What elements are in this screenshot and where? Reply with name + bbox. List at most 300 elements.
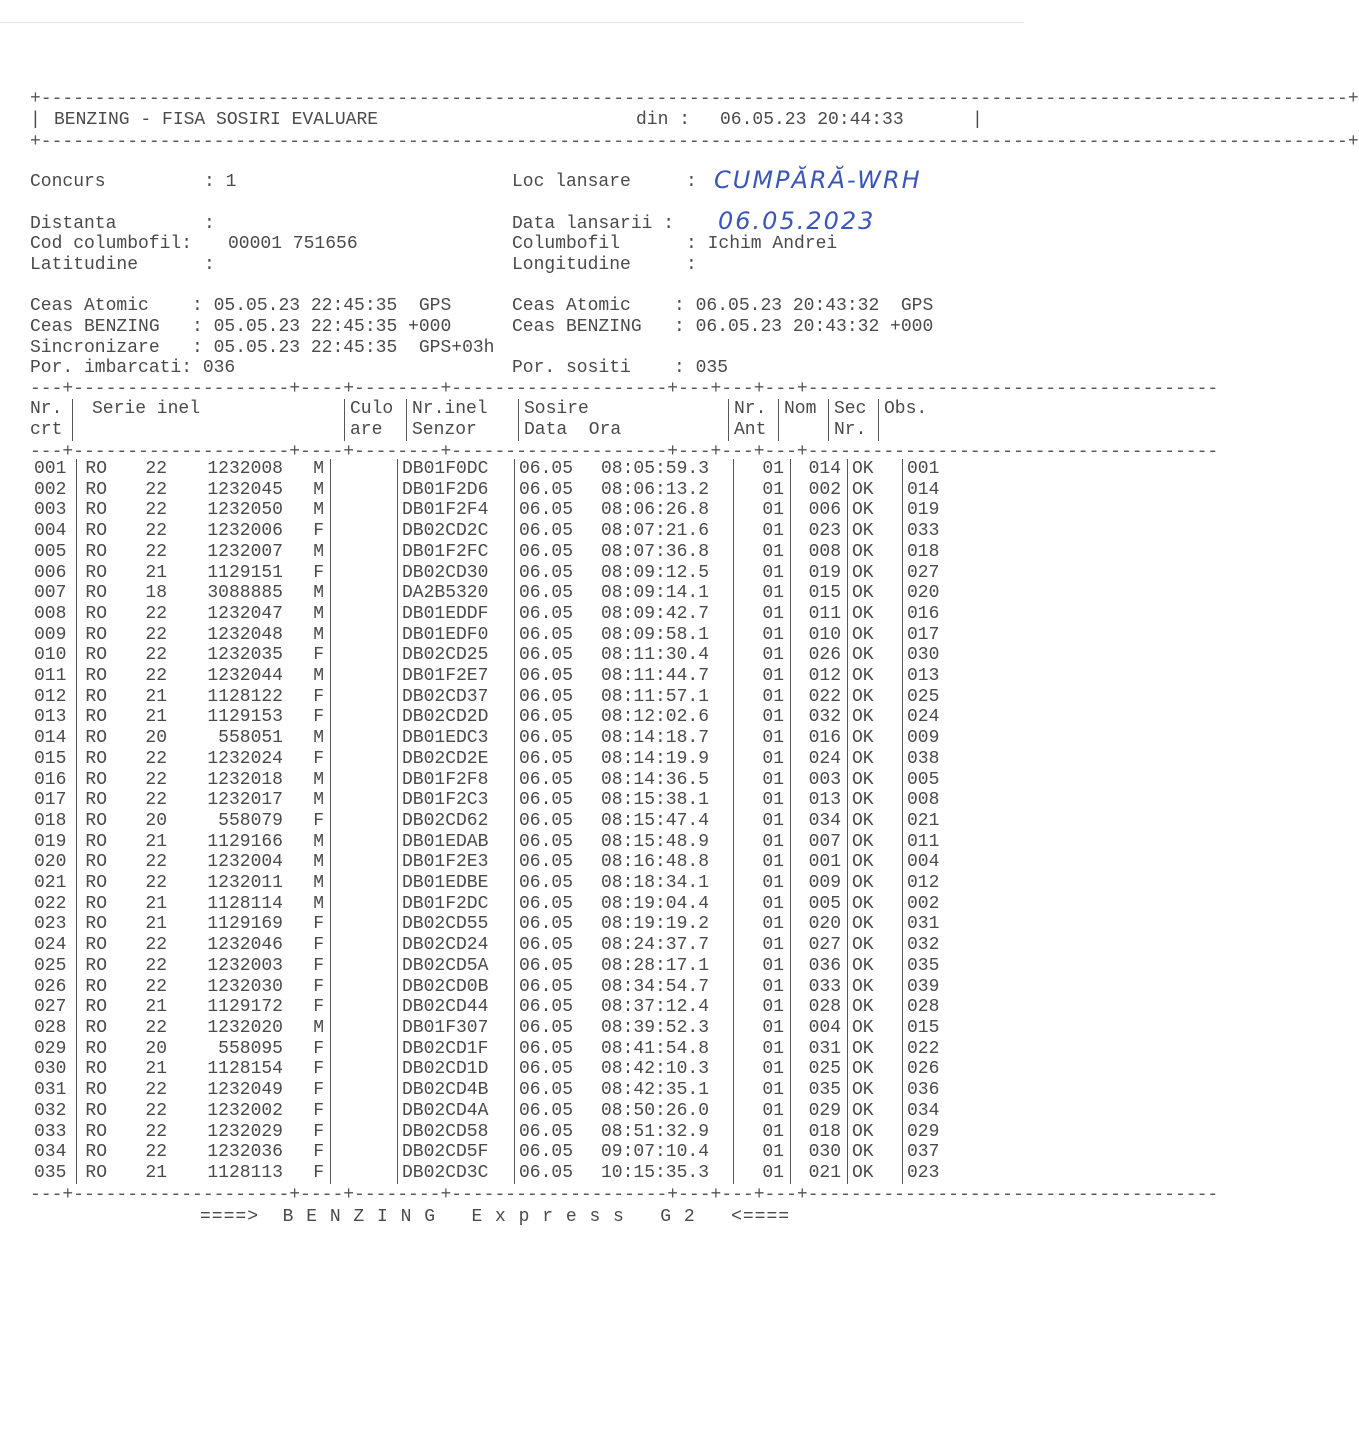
cell-nr-ant: 01 [734, 480, 791, 501]
cell-nr-ant: 01 [734, 1018, 791, 1039]
cell-sec-nr: OK [848, 977, 903, 998]
cell-obs: 017 [903, 625, 968, 646]
cell-sec-nr: OK [848, 1163, 903, 1184]
cell-obs: 008 [903, 790, 968, 811]
cell-ora: 08:11:44.7 [601, 666, 710, 687]
cell-obs: 027 [903, 563, 968, 584]
cell-country: RO [77, 521, 114, 542]
cell-nr-inel-senzor: DB02CD62 [398, 811, 515, 832]
cell-nr-crt: 029 [34, 1038, 67, 1059]
cell-nr-ant: 01 [734, 770, 791, 791]
cell-nr-ant: 01 [734, 811, 791, 832]
cell-country: RO [77, 666, 114, 687]
cell-year: 22 [145, 624, 167, 645]
cell-country: RO [77, 790, 114, 811]
col-header-sec-nr: Nr. [834, 420, 867, 440]
cell-year: 22 [145, 1017, 167, 1038]
page-top-edge [0, 22, 1024, 23]
cell-culoare [331, 625, 398, 646]
cell-nr-inel-senzor: DB01EDAB [398, 832, 515, 853]
cell-data: 06.05 [515, 707, 598, 728]
cell-sec-nr: OK [848, 956, 903, 977]
cell-data: 06.05 [515, 666, 598, 687]
col-header-data-ora: Data Ora [524, 420, 622, 440]
table-row [30, 1080, 967, 1101]
cell-nom: 005 [791, 894, 848, 915]
cell-obs: 021 [903, 811, 968, 832]
cell-ora: 08:19:19.2 [601, 914, 710, 935]
cell-year: 22 [145, 1142, 167, 1163]
cell-data: 06.05 [515, 977, 598, 998]
cell-nr-inel-senzor: DB01F2FC [398, 542, 515, 563]
din-label: din : [636, 110, 691, 130]
cell-culoare [331, 1122, 398, 1143]
cell-sec-nr: OK [848, 666, 903, 687]
cell-year: 22 [145, 645, 167, 666]
table-row [30, 645, 967, 666]
table-row [30, 604, 967, 625]
cell-nr-crt: 011 [34, 666, 67, 687]
cell-sec-nr: OK [848, 935, 903, 956]
cell-ora: 08:18:34.1 [601, 873, 710, 894]
header-border-top: +-------------------------------------------------------------------------------------------------------------------------+ [30, 89, 1359, 109]
columbofil-label: Columbofil [512, 234, 621, 254]
cell-nr-ant: 01 [734, 832, 791, 853]
cell-culoare [331, 666, 398, 687]
cell-year: 22 [145, 500, 167, 521]
cell-ora: 08:14:36.5 [601, 769, 710, 790]
cell-nom: 035 [791, 1080, 848, 1101]
cell-country: RO [77, 873, 114, 894]
table-row [30, 1101, 967, 1122]
divider [344, 399, 345, 441]
cell-year: 22 [145, 1080, 167, 1101]
cell-nom: 033 [791, 977, 848, 998]
cell-nr-ant: 01 [734, 873, 791, 894]
cell-data: 06.05 [515, 521, 598, 542]
cell-ora: 08:05:59.3 [601, 459, 710, 479]
cell-year: 21 [145, 1162, 167, 1183]
cell-nr-crt: 014 [34, 728, 67, 749]
cell-sec-nr: OK [848, 583, 903, 604]
arrivals-table [30, 459, 967, 1184]
cell-obs: 020 [903, 583, 968, 604]
cell-data: 06.05 [515, 749, 598, 770]
cell-data: 06.05 [515, 770, 598, 791]
cell-ring-number: 1129172 [207, 997, 283, 1018]
cell-ora: 08:14:19.9 [601, 748, 710, 769]
cell-culoare [331, 542, 398, 563]
data-lansarii-label: Data lansarii : [512, 214, 675, 234]
cell-sex: M [313, 500, 324, 521]
cell-sex: M [313, 893, 324, 914]
cell-country: RO [77, 956, 114, 977]
cell-data: 06.05 [515, 1039, 598, 1060]
col-header-sosire: Sosire [524, 399, 589, 419]
cell-sec-nr: OK [848, 1080, 903, 1101]
cell-culoare [331, 728, 398, 749]
cell-nr-ant: 01 [734, 563, 791, 584]
cell-country: RO [77, 583, 114, 604]
cell-ring-number: 1128113 [207, 1162, 283, 1183]
cell-culoare [331, 956, 398, 977]
cell-nr-crt: 020 [34, 852, 67, 873]
columbofil-value: : Ichim Andrei [686, 234, 838, 254]
cell-data: 06.05 [515, 563, 598, 584]
cell-year: 21 [145, 893, 167, 914]
cell-nr-inel-senzor: DB02CD1D [398, 1059, 515, 1080]
cell-year: 22 [145, 1100, 167, 1121]
cell-obs: 036 [903, 1080, 968, 1101]
cell-nr-crt: 017 [34, 790, 67, 811]
cell-data: 06.05 [515, 645, 598, 666]
cell-nom: 001 [791, 852, 848, 873]
cell-nr-ant: 01 [734, 790, 791, 811]
cell-nr-crt: 009 [34, 624, 67, 645]
cell-ring-number: 1232044 [207, 666, 283, 687]
cell-year: 22 [145, 459, 167, 479]
cell-ring-number: 1232045 [207, 479, 283, 500]
cell-sex: F [313, 997, 324, 1018]
cell-culoare [331, 1142, 398, 1163]
ceas-benzing-end: Ceas BENZING : 06.05.23 20:43:32 +000 [512, 317, 934, 337]
cell-obs: 025 [903, 687, 968, 708]
cell-nr-inel-senzor: DB01F2F4 [398, 500, 515, 521]
cell-sec-nr: OK [848, 480, 903, 501]
cell-sex: F [313, 1059, 324, 1080]
col-header-sec: Sec [834, 399, 867, 419]
cell-nom: 012 [791, 666, 848, 687]
cell-nr-ant: 01 [734, 1101, 791, 1122]
cell-culoare [331, 1059, 398, 1080]
cell-obs: 029 [903, 1122, 968, 1143]
cell-culoare [331, 645, 398, 666]
cod-columbofil-value: 00001 751656 [228, 234, 358, 254]
cell-nr-inel-senzor: DB02CD25 [398, 645, 515, 666]
cell-country: RO [77, 1163, 114, 1184]
cell-ora: 08:42:10.3 [601, 1059, 710, 1080]
cell-ring-number: 1128122 [207, 686, 283, 707]
cell-ring-number: 1232050 [207, 500, 283, 521]
cell-sex: F [313, 521, 324, 542]
cell-ora: 08:28:17.1 [601, 955, 710, 976]
cell-sex: M [313, 666, 324, 687]
cell-country: RO [77, 894, 114, 915]
table-row [30, 914, 967, 935]
cell-country: RO [77, 770, 114, 791]
cell-year: 21 [145, 997, 167, 1018]
cell-sec-nr: OK [848, 645, 903, 666]
cell-sec-nr: OK [848, 687, 903, 708]
cell-sex: F [313, 914, 324, 935]
cell-sex: F [313, 955, 324, 976]
longitudine-value: : [686, 255, 697, 275]
cell-nom: 004 [791, 1018, 848, 1039]
cell-culoare [331, 811, 398, 832]
cell-nr-ant: 01 [734, 542, 791, 563]
cell-culoare [331, 1018, 398, 1039]
cell-nr-ant: 01 [734, 1039, 791, 1060]
cell-ring-number: 1232011 [207, 873, 283, 894]
cell-nr-crt: 004 [34, 521, 67, 542]
cell-year: 21 [145, 686, 167, 707]
cell-nom: 029 [791, 1101, 848, 1122]
cell-sex: F [313, 1142, 324, 1163]
cell-ora: 10:15:35.3 [601, 1162, 710, 1183]
cell-sex: F [313, 748, 324, 769]
cell-obs: 005 [903, 770, 968, 791]
cell-sex: F [313, 1100, 324, 1121]
cell-sec-nr: OK [848, 790, 903, 811]
table-row [30, 977, 967, 998]
cell-nom: 009 [791, 873, 848, 894]
table-border-bottom: ---+--------------------+----+--------+--------------------+---+---+---+-------------------------------------- [30, 1185, 1219, 1205]
cell-nr-inel-senzor: DB02CD55 [398, 914, 515, 935]
cell-sex: M [313, 479, 324, 500]
cell-sex: F [313, 935, 324, 956]
table-row [30, 500, 967, 521]
cell-ora: 08:11:57.1 [601, 686, 710, 707]
cell-sec-nr: OK [848, 1018, 903, 1039]
cell-year: 18 [145, 583, 167, 604]
cell-data: 06.05 [515, 790, 598, 811]
cell-data: 06.05 [515, 852, 598, 873]
cell-year: 22 [145, 479, 167, 500]
cell-ora: 08:12:02.6 [601, 707, 710, 728]
table-row [30, 542, 967, 563]
cell-ring-number: 1129151 [207, 562, 283, 583]
cell-nr-crt: 007 [34, 583, 67, 604]
col-header-ant: Ant [734, 420, 767, 440]
cell-culoare [331, 1101, 398, 1122]
cell-nr-inel-senzor: DB02CD44 [398, 997, 515, 1018]
cell-year: 21 [145, 831, 167, 852]
cell-country: RO [77, 914, 114, 935]
cell-country: RO [77, 480, 114, 501]
divider [518, 399, 519, 441]
cell-nr-crt: 006 [34, 562, 67, 583]
table-row [30, 832, 967, 853]
table-row [30, 459, 967, 480]
cell-country: RO [77, 728, 114, 749]
cell-sex: M [313, 1017, 324, 1038]
cell-nom: 002 [791, 480, 848, 501]
cell-obs: 031 [903, 914, 968, 935]
cell-sec-nr: OK [848, 811, 903, 832]
cell-obs: 026 [903, 1059, 968, 1080]
cell-ora: 08:07:21.6 [601, 521, 710, 542]
cell-ring-number: 1232048 [207, 624, 283, 645]
cell-ring-number: 1128114 [207, 893, 283, 914]
cell-country: RO [77, 852, 114, 873]
cell-obs: 030 [903, 645, 968, 666]
cell-sex: M [313, 873, 324, 894]
cell-sex: M [313, 831, 324, 852]
cell-year: 20 [145, 810, 167, 831]
cell-nr-crt: 031 [34, 1080, 67, 1101]
cell-sex: F [313, 645, 324, 666]
cell-ring-number: 1232002 [207, 1100, 283, 1121]
cell-ora: 08:07:36.8 [601, 541, 710, 562]
cell-nr-inel-senzor: DB01F2DC [398, 894, 515, 915]
latitudine-label: Latitudine [30, 255, 139, 275]
longitudine-label: Longitudine [512, 255, 631, 275]
cell-nr-inel-senzor: DB01F2C3 [398, 790, 515, 811]
cell-culoare [331, 873, 398, 894]
cell-data: 06.05 [515, 1142, 598, 1163]
cell-sec-nr: OK [848, 459, 903, 480]
cell-nom: 022 [791, 687, 848, 708]
cell-obs: 038 [903, 749, 968, 770]
cell-nr-ant: 01 [734, 1080, 791, 1101]
cell-nr-crt: 010 [34, 645, 67, 666]
cell-ora: 08:09:58.1 [601, 624, 710, 645]
cell-nr-inel-senzor: DB01EDC3 [398, 728, 515, 749]
cell-sec-nr: OK [848, 1039, 903, 1060]
cell-sec-nr: OK [848, 997, 903, 1018]
cell-year: 21 [145, 562, 167, 583]
din-value: 06.05.23 20:44:33 [720, 110, 904, 130]
cell-sex: M [313, 583, 324, 604]
cell-ring-number: 1232030 [207, 976, 283, 997]
cell-data: 06.05 [515, 604, 598, 625]
cell-nr-crt: 019 [34, 831, 67, 852]
cell-nom: 026 [791, 645, 848, 666]
cell-nr-crt: 034 [34, 1142, 67, 1163]
cell-nr-inel-senzor: DB02CD4A [398, 1101, 515, 1122]
cell-ora: 08:09:42.7 [601, 603, 710, 624]
cell-nr-inel-senzor: DB02CD2E [398, 749, 515, 770]
cell-nom: 023 [791, 521, 848, 542]
cell-nr-inel-senzor: DB02CD24 [398, 935, 515, 956]
cell-nr-ant: 01 [734, 749, 791, 770]
cell-year: 22 [145, 955, 167, 976]
cell-ora: 08:37:12.4 [601, 997, 710, 1018]
cell-nom: 019 [791, 563, 848, 584]
cell-nr-ant: 01 [734, 687, 791, 708]
cell-year: 22 [145, 1121, 167, 1142]
cell-sex: F [313, 686, 324, 707]
cell-ora: 08:06:13.2 [601, 479, 710, 500]
cell-ring-number: 1232036 [207, 1142, 283, 1163]
cell-country: RO [77, 977, 114, 998]
cell-obs: 018 [903, 542, 968, 563]
cell-nr-ant: 01 [734, 977, 791, 998]
cell-year: 22 [145, 748, 167, 769]
cell-year: 22 [145, 666, 167, 687]
cell-country: RO [77, 645, 114, 666]
cell-obs: 004 [903, 852, 968, 873]
cell-nom: 006 [791, 500, 848, 521]
cell-sex: M [313, 728, 324, 749]
cell-data: 06.05 [515, 1122, 598, 1143]
cell-year: 22 [145, 790, 167, 811]
cell-obs: 035 [903, 956, 968, 977]
cell-nr-ant: 01 [734, 583, 791, 604]
table-row [30, 521, 967, 542]
table-row [30, 707, 967, 728]
cell-culoare [331, 459, 398, 480]
cell-nr-inel-senzor: DB02CD3C [398, 1163, 515, 1184]
loc-lansare-handwritten: CUMPĂRĂ-WRH [714, 166, 922, 194]
table-row [30, 1122, 967, 1143]
cell-ora: 08:42:35.1 [601, 1080, 710, 1101]
cell-year: 22 [145, 541, 167, 562]
cell-ring-number: 1232024 [207, 748, 283, 769]
cell-ora: 08:50:26.0 [601, 1100, 710, 1121]
cell-nr-crt: 003 [34, 500, 67, 521]
cell-nr-crt: 013 [34, 707, 67, 728]
cell-data: 06.05 [515, 832, 598, 853]
cell-sec-nr: OK [848, 1142, 903, 1163]
cell-nr-inel-senzor: DB02CD2D [398, 707, 515, 728]
cell-country: RO [77, 1059, 114, 1080]
divider [828, 399, 829, 441]
cell-data: 06.05 [515, 914, 598, 935]
cell-country: RO [77, 1039, 114, 1060]
cell-nr-crt: 024 [34, 935, 67, 956]
cell-obs: 014 [903, 480, 968, 501]
cell-year: 21 [145, 914, 167, 935]
cell-nr-crt: 026 [34, 976, 67, 997]
cell-ring-number: 1232018 [207, 769, 283, 790]
cell-data: 06.05 [515, 997, 598, 1018]
table-row [30, 749, 967, 770]
cell-data: 06.05 [515, 687, 598, 708]
cell-data: 06.05 [515, 811, 598, 832]
ceas-atomic-start: Ceas Atomic : 05.05.23 22:45:35 GPS [30, 296, 452, 316]
cell-year: 22 [145, 976, 167, 997]
cell-country: RO [77, 935, 114, 956]
cell-year: 21 [145, 707, 167, 728]
cell-nr-crt: 021 [34, 873, 67, 894]
cell-sec-nr: OK [848, 542, 903, 563]
cell-ora: 08:15:47.4 [601, 810, 710, 831]
cell-data: 06.05 [515, 728, 598, 749]
cell-year: 20 [145, 1038, 167, 1059]
distanta-value: : [204, 214, 215, 234]
cell-nom: 011 [791, 604, 848, 625]
cell-country: RO [77, 997, 114, 1018]
cell-obs: 002 [903, 894, 968, 915]
cell-nr-crt: 033 [34, 1121, 67, 1142]
cell-nr-crt: 012 [34, 686, 67, 707]
cell-nom: 036 [791, 956, 848, 977]
cell-culoare [331, 521, 398, 542]
cell-nr-ant: 01 [734, 645, 791, 666]
cell-ora: 08:41:54.8 [601, 1038, 710, 1059]
cell-nom: 007 [791, 832, 848, 853]
cell-ora: 08:19:04.4 [601, 893, 710, 914]
cell-culoare [331, 977, 398, 998]
cell-ora: 09:07:10.4 [601, 1142, 710, 1163]
cell-obs: 011 [903, 832, 968, 853]
porumbei-sositi: Por. sositi : 035 [512, 358, 729, 378]
cell-culoare [331, 563, 398, 584]
header-right-bar: | [972, 110, 983, 130]
cell-sec-nr: OK [848, 1101, 903, 1122]
cell-culoare [331, 604, 398, 625]
cell-nom: 013 [791, 790, 848, 811]
cell-year: 22 [145, 935, 167, 956]
divider [778, 399, 779, 441]
cell-ring-number: 1232007 [207, 541, 283, 562]
cell-culoare [331, 687, 398, 708]
divider [406, 399, 407, 441]
cell-country: RO [77, 459, 114, 480]
cell-data: 06.05 [515, 1080, 598, 1101]
cell-obs: 009 [903, 728, 968, 749]
